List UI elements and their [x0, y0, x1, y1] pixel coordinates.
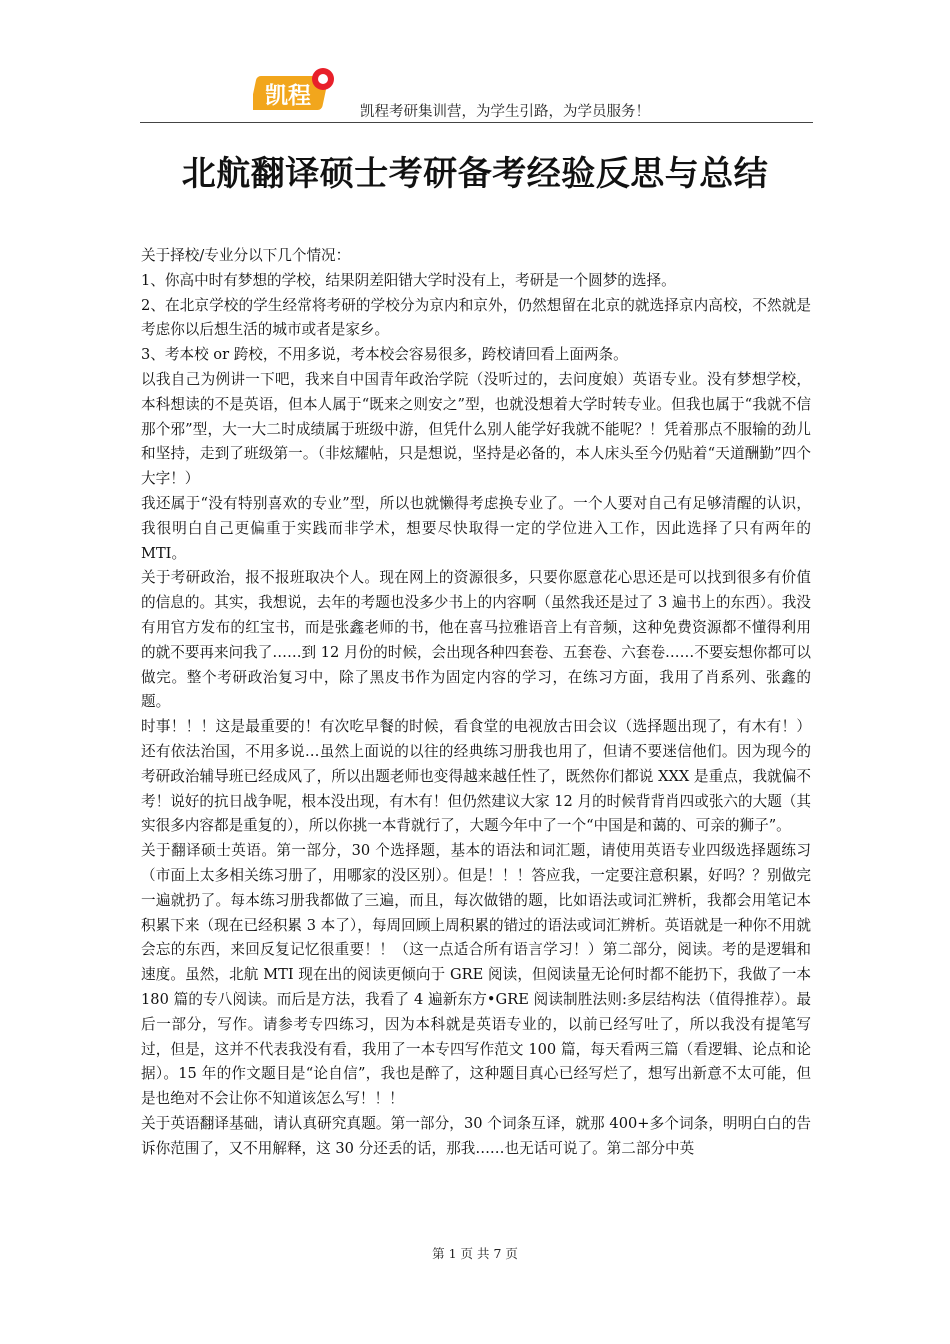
paragraph: 时事！！！这是最重要的！有次吃早餐的时候，看食堂的电视放古田会议（选择题出现了，有木有！）还有依法治国，不用多说…虽然上面说的以往的经典练习册我也用了，但请不要迷信他们。因为现今的考研政治辅导班已经成风了，所以出题老师也变得越来越任性了，既然你们都说 XXX 是重点，我就偏不考！说好的抗日战争呢，根本没出现，有木有！但仍然建议大家 12 月的时候背背肖四或张六的大题（其实很多内容都是重复的），所以你挑一本背就行了，大题今年中了一个“中国是和蔼的、可亲的狮子”。	[141, 718, 811, 835]
kaicheng-logo	[253, 66, 345, 118]
paragraph: 2、在北京学校的学生经常将考研的学校分为京内和京外，仍然想留在北京的就选择京内高校，不然就是考虑你以后想生活的城市或者是家乡。	[141, 296, 811, 339]
paragraph: 关于翻译硕士英语。第一部分，30 个选择题，基本的语法和词汇题，请使用英语专业四级选择题练习（市面上太多相关练习册了，用哪家的没区别）。但是！！！答应我，一定要注意积累，好吗？？别做完一遍就扔了。每本练习册我都做了三遍，而且，每次做错的题，比如语法或词汇辨析，我都会用笔记本积累下来（现在已经积累 3 本了），每周回顾上周积累的错过的语法或词汇辨析。英语就是一种你不用就会忘的东西，来回反复记忆很重要！！（这一点适合所有语言学习！）第二部分，阅读。考的是逻辑和速度。虽然，北航 MTI 现在出的阅读更倾向于 GRE 阅读，但阅读量无论何时都不能扔下，我做了一本 180 篇的专八阅读。而后是方法，我看了 4 遍新东方•GRE 阅读制胜法则:多层结构法（值得推荐）。最后一部分，写作。请参考专四练习，因为本科就是英语专业的，以前已经写吐了，所以我没有提笔写过，但是，这并不代表我没有看，我用了一本专四写作范文 100 篇，每天看两三篇（看逻辑、论点和论据）。15 年的作文题目是“论自信”，我也是醉了，这种题目真心已经写烂了，想写出新意不太可能，但是也绝对不会让你不知道该怎么写！！！	[141, 842, 811, 1108]
page-header	[140, 66, 813, 122]
paragraph: 关于英语翻译基础，请认真研究真题。第一部分，30 个词条互译，就那 400+多个词条，明明白白的告诉你范围了，又不用解释，这 30 分还丢的话，那我……也无话可说了。第二部分中英	[141, 1114, 811, 1157]
page-number: 第 1 页 共 7 页	[432, 1246, 518, 1261]
document-body	[141, 244, 811, 1161]
header-slogan: 凯程考研集训营，为学生引路，为学员服务！	[360, 104, 650, 120]
paragraph: 3、考本校 or 跨校，不用多说，考本校会容易很多，跨校请回看上面两条。	[141, 346, 628, 364]
document-title: 北航翻译硕士考研备考经验反思与总结	[181, 154, 769, 194]
paragraph: 关于择校/专业分以下几个情况：	[141, 247, 351, 264]
svg-text:凯程: 凯程	[265, 83, 311, 109]
header-divider	[140, 122, 813, 123]
paragraph: 以我自己为例讲一下吧，我来自中国青年政治学院（没听过的，去问度娘）英语专业。没有梦想学校，本科想读的不是英语，但本人属于“既来之则安之”型，也就没想着大学时转专业。但我也属于“我就不信那个邪”型，大一大二时成绩属于班级中游，但凭什么别人能学好我就不能呢？！凭着那点不服输的劲儿和坚持，走到了班级第一。（非炫耀帖，只是想说，坚持是必备的，本人床头至今仍贴着“天道酬勤”四个大字！）	[141, 370, 811, 488]
paragraph: 我还属于“没有特别喜欢的专业”型，所以也就懒得考虑换专业了。一个人要对自己有足够清醒的认识，我很明白自己更偏重于实践而非学术，想要尽快取得一定的学位进入工作，因此选择了只有两年的 MTI。	[141, 494, 811, 562]
paragraph: 关于考研政治，报不报班取决个人。现在网上的资源很多，只要你愿意花心思还是可以找到很多有价值的信息的。其实，我想说，去年的考题也没多少书上的内容啊（虽然我还是过了 3 遍书上的东西）。我没有用官方发布的红宝书，而是张鑫老师的书，他在喜马拉雅语音上有音频，这种免费资源都不懂得利用的就不要再来问我了……到 12 月份的时候，会出现各种四套卷、五套卷、六套卷……不要妄想你都可以做完。整个考研政治复习中，除了黑皮书作为固定内容的学习，在练习方面，我用了肖系列、张鑫的题。	[141, 569, 811, 711]
paragraph: 1、你高中时有梦想的学校，结果阴差阳错大学时没有上，考研是一个圆梦的选择。	[141, 271, 676, 289]
